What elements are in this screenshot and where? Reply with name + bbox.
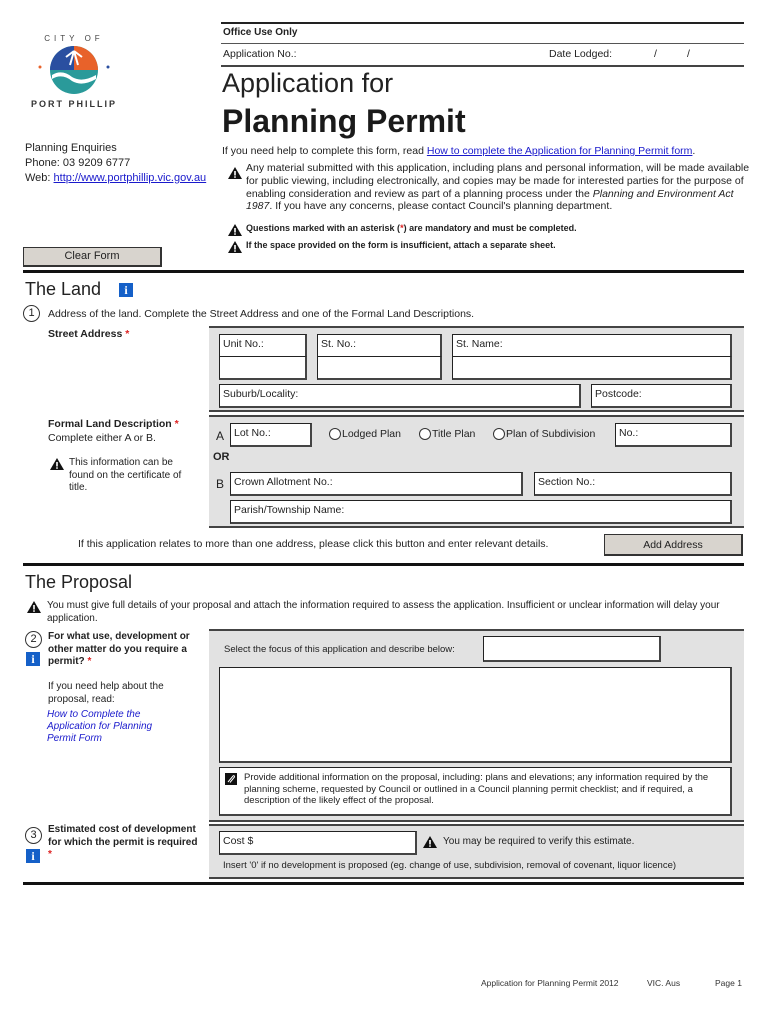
or-label: OR	[213, 451, 230, 463]
section-divider	[23, 563, 744, 566]
section-no-input[interactable]: Section No.:	[534, 472, 732, 496]
additional-info-box	[219, 767, 732, 816]
multi-address-text: If this application relates to more than one address, please click this button and enter relevant details.	[78, 538, 549, 550]
radio-label: Lodged Plan	[342, 428, 401, 440]
cost-input[interactable]: Cost $	[219, 831, 417, 855]
postcode-input[interactable]: Postcode:	[591, 384, 732, 408]
contact-info	[25, 141, 206, 186]
q2-text: For what use, development or other matter do you require a permit?	[48, 631, 190, 667]
street-address-panel	[209, 326, 744, 412]
proposal-help-text: If you need help about the proposal, read:	[48, 681, 164, 705]
cost-note: Insert '0' if no development is proposed (eg. change of use, subdivision, removal of covenant, liquor licence)	[223, 860, 677, 871]
radio-circle[interactable]	[419, 428, 431, 440]
focus-label: Select the focus of this application and describe below:	[224, 644, 455, 655]
section-divider	[23, 882, 744, 885]
formal-land-text: Formal Land Description	[48, 418, 172, 430]
application-no-label: Application No.:	[223, 48, 297, 60]
radio-lodged-plan[interactable]	[329, 428, 401, 440]
footer-doc-title: Application for Planning Permit 2012	[481, 978, 619, 988]
proposal-help-link[interactable]: How to Complete the Application for Planning Permit Form	[47, 709, 153, 744]
proposal-warning: You must give full details of your proposal and attach the information required to assess the application. Insufficient or unclear information will delay your application.	[47, 600, 720, 624]
st-no-input[interactable]	[317, 356, 442, 380]
asterisk: *	[400, 223, 404, 233]
date-lodged-label: Date Lodged:	[549, 48, 613, 60]
street-address-label	[48, 328, 129, 340]
warning-icon	[228, 224, 242, 236]
warning-icon	[228, 167, 242, 179]
formal-land-label	[48, 418, 179, 430]
footer-region: VIC. Aus	[647, 978, 681, 988]
footer-page-number: Page 1	[715, 978, 742, 988]
radio-title-plan[interactable]	[419, 428, 475, 440]
clear-form-button[interactable]: Clear Form	[23, 247, 162, 267]
asterisk: *	[174, 418, 179, 430]
q1-text: Address of the land. Complete the Street Address and one of the Formal Land Descriptions.	[48, 308, 475, 320]
option-a-label: A	[216, 429, 225, 443]
svg-text:CITY OF: CITY OF	[44, 34, 104, 43]
page-title: Planning Permit	[222, 103, 466, 139]
office-top-rule	[221, 22, 744, 24]
cost-panel	[209, 824, 744, 879]
question-number: 1	[23, 305, 40, 322]
warning-icon	[423, 836, 437, 848]
mandatory-text-a: Questions marked with an asterisk (	[246, 223, 401, 233]
st-no-label-field: St. No.:	[317, 334, 442, 358]
unit-no-label-field: Unit No.:	[219, 334, 307, 358]
parish-input[interactable]: Parish/Township Name:	[230, 500, 732, 524]
paperclip-icon	[225, 773, 237, 785]
title-line-1: Application for	[222, 68, 394, 98]
web-label: Web:	[25, 172, 54, 184]
st-name-input[interactable]	[452, 356, 732, 380]
formal-land-sub: Complete either A or B.	[48, 432, 156, 444]
description-textarea[interactable]	[219, 667, 732, 763]
help-prefix: If you need help to complete this form, read	[222, 145, 427, 157]
unit-no-input[interactable]	[219, 356, 307, 380]
office-divider	[221, 43, 744, 44]
space-text: If the space provided on the form is insufficient, attach a separate sheet.	[246, 240, 556, 250]
certificate-note: This information can be found on the certificate of title.	[69, 457, 182, 493]
phone-number: Phone: 03 9209 6777	[25, 157, 131, 169]
add-address-button[interactable]: Add Address	[604, 534, 743, 556]
proposal-panel	[209, 629, 744, 822]
section-divider	[23, 270, 744, 273]
formal-land-panel	[209, 415, 744, 528]
info-icon[interactable]: i	[26, 849, 40, 863]
info-icon[interactable]: i	[26, 652, 40, 666]
crown-allotment-input[interactable]: Crown Allotment No.:	[230, 472, 523, 496]
lot-no-input[interactable]: Lot No.:	[230, 423, 312, 447]
section-title-proposal: The Proposal	[25, 572, 133, 592]
date-separator: /	[654, 48, 657, 60]
asterisk: *	[125, 328, 130, 340]
additional-info-text: Provide additional information on the proposal, including: plans and elevations; any information required by the planning scheme, requested by Council or outlined in a Council planning permit checklist; and if required, a description of the likely effect of the proposal.	[244, 772, 709, 806]
cost-warning: You may be required to verify this estimate.	[443, 836, 635, 847]
asterisk: *	[87, 656, 92, 667]
city-of-port-phillip-logo	[28, 25, 120, 110]
enquiries-label: Planning Enquiries	[25, 142, 117, 154]
mandatory-text-b: ) are mandatory and must be completed.	[403, 223, 577, 233]
q3-label	[48, 824, 198, 862]
question-number: 3	[25, 827, 42, 844]
web-line	[25, 171, 206, 186]
focus-select[interactable]	[483, 636, 661, 662]
option-b-label: B	[216, 477, 225, 491]
warning-icon	[50, 458, 64, 470]
info-icon[interactable]: i	[119, 283, 133, 297]
office-bottom-rule	[221, 65, 744, 67]
radio-plan-of-subdivision[interactable]	[493, 428, 595, 440]
radio-circle[interactable]	[493, 428, 505, 440]
help-line	[222, 145, 695, 157]
radio-label: Plan of Subdivision	[506, 428, 596, 440]
plan-no-input[interactable]: No.:	[615, 423, 732, 447]
q3-text: Estimated cost of development for which the permit is required	[48, 824, 198, 848]
radio-label: Title Plan	[432, 428, 476, 440]
office-use-label: Office Use Only	[223, 27, 298, 38]
street-address-text: Street Address	[48, 328, 123, 340]
question-number: 2	[25, 631, 42, 648]
warning-icon	[27, 601, 41, 613]
section-title-land: The Land	[25, 279, 102, 299]
radio-circle[interactable]	[329, 428, 341, 440]
q2-label	[48, 631, 198, 669]
help-suffix: .	[692, 145, 696, 157]
privacy-text-b: . If you have any concerns, please contact Council's planning department.	[269, 200, 613, 213]
help-guide-link[interactable]: How to complete the Application for Planning Permit form	[426, 145, 693, 157]
asterisk: *	[48, 849, 52, 860]
suburb-input[interactable]: Suburb/Locality:	[219, 384, 581, 408]
svg-text:PORT PHILLIP: PORT PHILLIP	[30, 99, 118, 109]
website-link[interactable]: http://www.portphillip.vic.gov.au	[53, 172, 207, 184]
act-name: Planning and Environment Act 1987	[246, 187, 734, 213]
warning-icon	[228, 241, 242, 253]
st-name-label-field: St. Name:	[452, 334, 732, 358]
date-separator: /	[687, 48, 690, 60]
privacy-text-a: Any material submitted with this application, including plans and personal information, will be made available for public viewing, including electronically, and copies may be made for interested parties for the purpose of enabling consideration and review as part of a planning process under the	[246, 162, 750, 200]
